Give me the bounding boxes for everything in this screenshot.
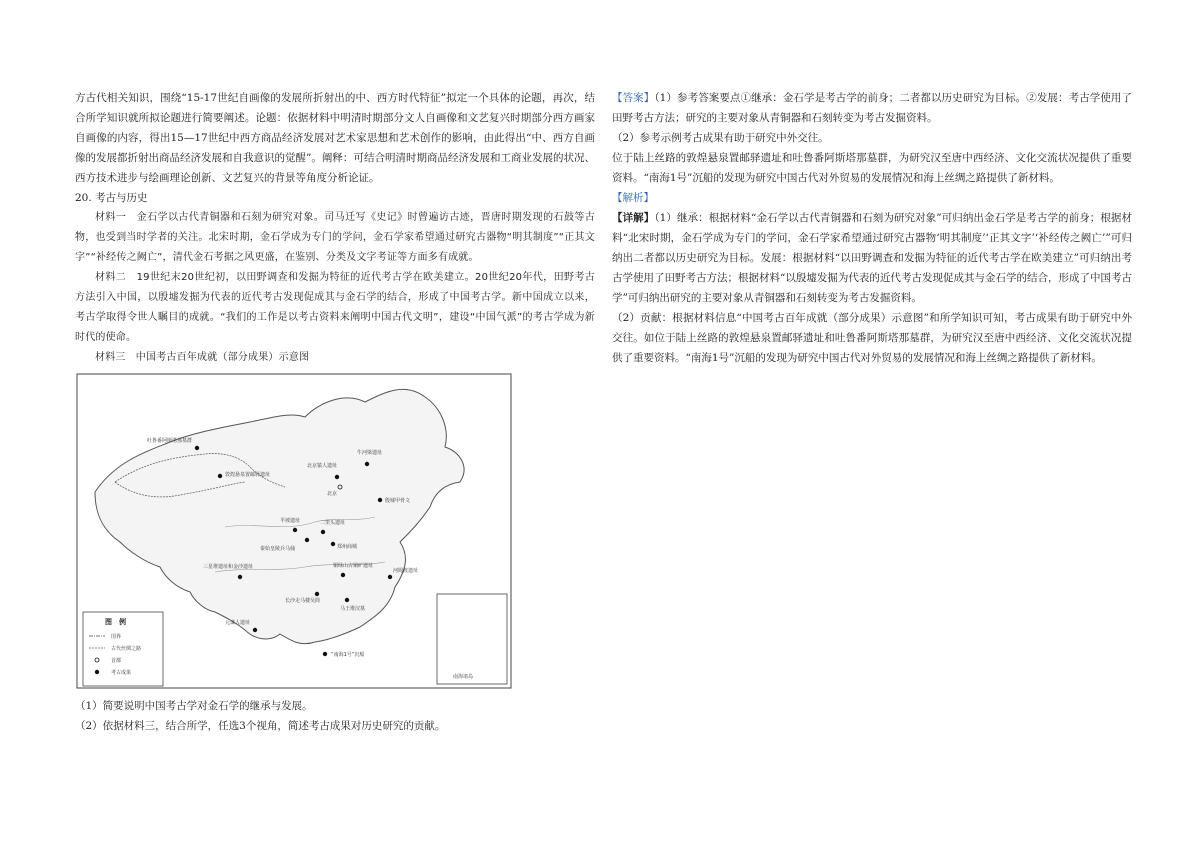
left-column [75,88,595,736]
analysis-block [612,188,1132,208]
legend-item-silk-road: 古代丝绸之路 [111,646,142,652]
analysis-tag: 【解析】 [612,192,654,204]
detail-two: （2）贡献：根据材料信息“中国考古百年成就（部分成果）示意图”和所学知识可知，考古成果有助于研究中外交往。如位于陆上丝路的敦煌悬泉置邮驿遗址和吐鲁番阿斯塔那墓群，为研究汉至唐中西经济、文化交流状况提供了重要资料。“南海1号”沉船的发现为研究中国古代对外贸易的发展情况和海上丝绸之路提供了新材料。 [612,312,1132,364]
site-label-10: 郑州商城 [337,544,358,550]
answer-one: （1）参考答案要点①继承：金石学是考古学的前身；二者都以历史研究为目标。②发展：考古学使用了田野考古方法；研究的主要对象从青铜器和石刻转变为考古发掘资料。 [612,92,1133,124]
site-label-1: 吐鲁番阿斯塔那墓群 [147,438,193,444]
archaeology-map [75,372,515,692]
site-label-13: 长沙走马楼吴简 [285,598,321,604]
answer-block [612,88,1132,128]
question-two: （2）依据材料三，结合所学，任选3个视角，简述考古成果对历史研究的贡献。 [75,720,446,732]
question-title: 20. 考古与历史 [75,192,148,204]
map-legend [83,612,163,686]
site-label-16: 元谋人遗址 [225,620,251,626]
site-label-12: 铜绿山古铜矿遗址 [333,563,374,569]
site-label-2: 敦煌悬泉置邮驿遗址 [225,472,271,478]
inset-label: 南海诸岛 [453,674,474,680]
legend-item-border: 国界 [111,634,122,640]
site-label-7: 半坡遗址 [280,518,301,524]
detail-block [612,208,1132,308]
site-label-8: 二里头遗址 [320,520,346,526]
site-label-4: 牛河梁遗址 [357,450,383,456]
material-one: 材料一 金石学以古代青铜器和石刻为研究对象。司马迁写《史记》时曾遍访古迹，晋唐时期发现的石鼓等古物，也受到当时学者的关注。北宋时期，金石学成为专门的学问，金石学家希望通过研究古器物“明其制度”“正其文字”“补经传之阙亡”，清代金石考据之风更盛，在鉴别、分类及文字考证等方面多有成就。 [75,212,595,263]
site-label-14: 马王堆汉墓 [340,606,366,612]
question-one: （1）简要说明中国考古学对金石学的继承与发展。 [75,700,313,712]
material-three-title: 材料三 中国考古百年成就（部分成果）示意图 [95,352,310,363]
site-label-5: 北京 [327,491,338,497]
site-label-9: 秦始皇陵兵马俑 [260,546,296,552]
intro-paragraph: 方古代相关知识，围绕“15-17世纪自画像的发展所折射出的中、西方时代特征”拟定一个具体的论题，再次，结合所学知识就所拟论题进行简要阐述。论题：依据材料中明清时期部分文人自画像和文艺复兴时期部分西方画家自画像的内容，得出15—17世纪中西方商品经济发展对艺术家思想和艺术创作的影响，由此得出“中、西方自画像的发展都折射出商品经济发展和自我意识的觉醒”。阐释：可结合明清时期商品经济发展和工商业发展的状况、西方技术进步与绘画理论创新、文艺复兴的背景等角度分析论证。 [75,92,595,184]
legend-title: 图 例 [105,618,126,626]
answer-two-head: （2）参考示例考古成果有助于研究中外交往。 [612,132,829,144]
right-column [612,88,1132,368]
detail-one: （1）继承：根据材料“金石学以古代青铜器和石刻为研究对象”可归纳出金石学是考古学的前身；根据材料“北宋时期，金石学成为专门的学问，金石学家希望通过研究古器物‘明其制度’‘正其文字’‘补经传之阙亡’”可归纳出二者都以历史研究为目标。发展：根据材料“以田野调查和发掘为特征的近代考古学在欧美建立”可归纳出考古学使用了田野考古方法；根据材料“以殷墟发掘为代表的近代考古发现促成其与金石学的结合，形成了中国考古学”可归纳出研究的主要对象从青铜器和石刻转变为考古发掘资料。 [612,212,1132,304]
site-label-11: 三星堆遗址和金沙遗址 [203,564,254,570]
legend-item-site: 考古成果 [111,670,132,676]
answer-tag: 【答案】 [612,92,655,104]
site-label-17: “南海1号”沉船 [331,652,365,658]
legend-item-capital: 首都 [111,658,122,664]
answer-two-body: 位于陆上丝路的敦煌悬泉置邮驿遗址和吐鲁番阿斯塔那墓群，为研究汉至唐中西经济、文化交流状况提供了重要资料。“南海1号”沉船的发现为研究中国古代对外贸易的发展情况和海上丝绸之路提供了新材料。 [612,152,1132,184]
detail-tag: 【详解】 [612,212,655,224]
china-map-figure [75,372,515,692]
site-label-15: 河姆渡遗址 [393,568,419,574]
material-two: 材料二 19世纪末20世纪初，以田野调查和发掘为特征的近代考古学在欧美建立。20世纪20年代，田野考古方法引入中国，以殷墟发掘为代表的近代考古发现促成其与金石学的结合，形成了中国考古学。新中国成立以来，考古学取得令世人瞩目的成就。“我们的工作是以考古资料来阐明中国古代文明”，建设“中国气派”的考古学成为新时代的使命。 [75,272,595,343]
site-label-3: 北京猿人遗址 [307,463,338,469]
site-label-6: 殷墟甲骨文 [385,498,411,504]
